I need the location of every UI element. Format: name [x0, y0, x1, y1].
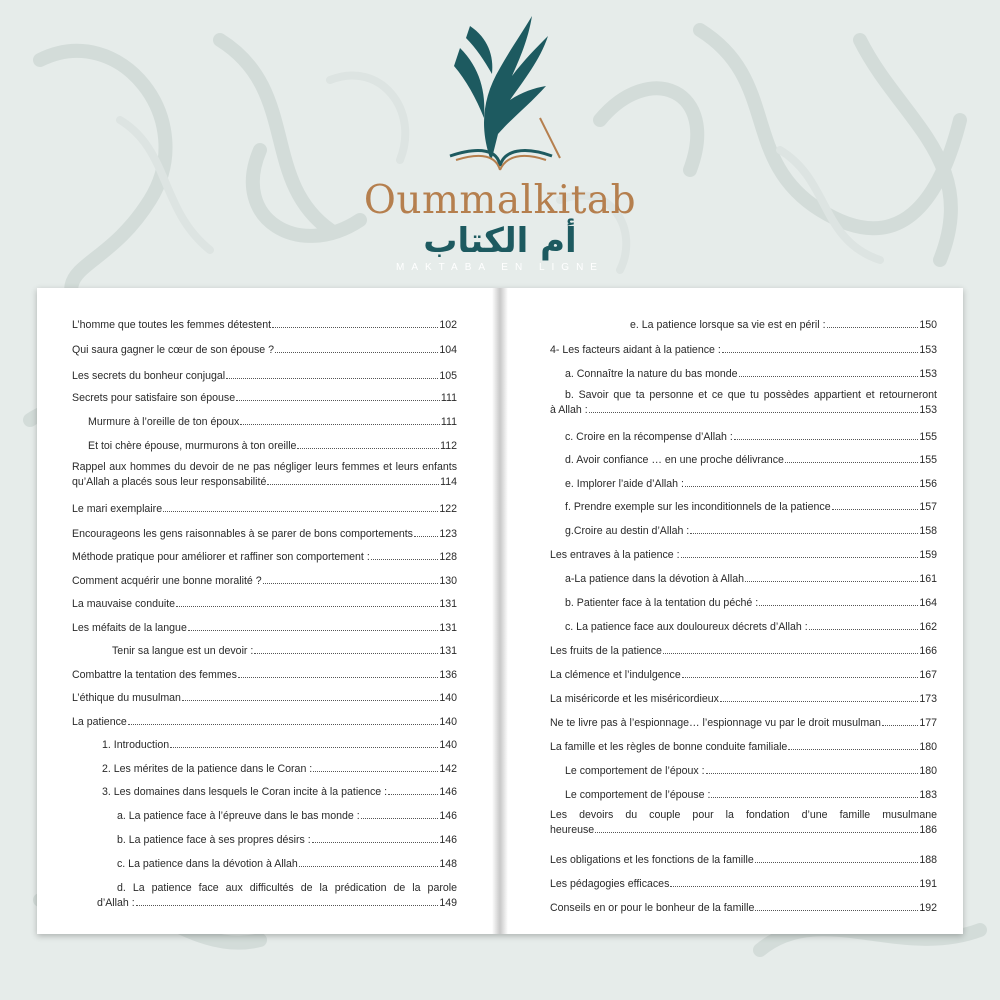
toc-entry: Méthode pratique pour améliorer et raffiner son comportement : 128 [72, 551, 457, 563]
left-page [37, 288, 495, 934]
right-page [505, 288, 963, 934]
toc-entry: f. Prendre exemple sur les inconditionnels de la patience 157 [565, 501, 937, 513]
toc-entry: La miséricorde et les miséricordieux 173 [550, 693, 937, 705]
toc-entry: Rappel aux hommes du devoir de ne pas négliger leurs femmes et leurs enfants qu’Allah a placés sous leur responsabilité 114 [72, 461, 457, 488]
toc-entry: Les devoirs du couple pour la fondation d’une famille musulmane heureuse 186 [550, 809, 937, 836]
toc-entry: Tenir sa langue est un devoir : 131 [112, 645, 457, 657]
toc-entry: L’homme que toutes les femmes détestent 102 [72, 319, 457, 331]
toc-entry: Qui saura gagner le cœur de son épouse ? 104 [72, 344, 457, 356]
toc-entry: L’éthique du musulman 140 [72, 692, 457, 704]
toc-entry: a-La patience dans la dévotion à Allah 161 [565, 573, 937, 585]
toc-entry: Le mari exemplaire 122 [72, 503, 457, 515]
toc-entry: 2. Les mérites de la patience dans le Coran : 142 [102, 763, 457, 775]
toc-entry: La patience 140 [72, 716, 457, 728]
toc-entry: 4- Les facteurs aidant à la patience : 153 [550, 344, 937, 356]
toc-entry: b. La patience face à ses propres désirs : 146 [117, 834, 457, 846]
toc-entry: Encourageons les gens raisonnables à se parer de bons comportements 123 [72, 528, 457, 540]
toc-entry: g.Croire au destin d’Allah : 158 [565, 525, 937, 537]
toc-entry: La famille et les règles de bonne conduite familiale 180 [550, 741, 937, 753]
toc-entry: Conseils en or pour le bonheur de la famille 192 [550, 902, 937, 914]
toc-entry: a. La patience face à l’épreuve dans le bas monde : 146 [117, 810, 457, 822]
toc-entry: Murmure à l’oreille de ton époux 111 [88, 416, 457, 428]
toc-entry: Et toi chère épouse, murmurons à ton oreille 112 [88, 440, 457, 452]
brand-arabic-name: أم الكتاب [423, 221, 577, 261]
toc-entry: Les obligations et les fonctions de la famille 188 [550, 854, 937, 866]
toc-entry: Les fruits de la patience 166 [550, 645, 937, 657]
toc-entry: b. Patienter face à la tentation du péché : 164 [565, 597, 937, 609]
logo [0, 0, 1000, 285]
toc-entry: d. La patience face aux difficultés de la prédication de la parole d’Allah : 149 [97, 882, 457, 909]
toc-entry: Secrets pour satisfaire son épouse 111 [72, 392, 457, 404]
toc-entry: a. Connaître la nature du bas monde 153 [565, 368, 937, 380]
toc-entry: Les secrets du bonheur conjugal 105 [72, 370, 457, 382]
quill-book-icon [420, 8, 580, 178]
toc-entry: e. Implorer l’aide d’Allah : 156 [565, 478, 937, 490]
toc-entry: 3. Les domaines dans lesquels le Coran incite à la patience : 146 [102, 786, 457, 798]
brand-name: Oummalkitab [363, 178, 637, 223]
toc-entry: e. La patience lorsque sa vie est en péril : 150 [630, 319, 937, 331]
toc-entry: Le comportement de l’époux : 180 [565, 765, 937, 777]
toc-entry: 1. Introduction 140 [102, 739, 457, 751]
toc-entry: d. Avoir confiance … en une proche délivrance 155 [565, 454, 937, 466]
toc-entry: Les méfaits de la langue 131 [72, 622, 457, 634]
toc-entry: c. La patience dans la dévotion à Allah 148 [117, 858, 457, 870]
toc-entry: Les pédagogies efficaces 191 [550, 878, 937, 890]
toc-entry: La clémence et l’indulgence 167 [550, 669, 937, 681]
toc-entry: Le comportement de l’épouse : 183 [565, 789, 937, 801]
toc-entry: b. Savoir que ta personne et ce que tu possèdes appartient et retourneront à Allah : 153 [550, 389, 937, 416]
toc-entry: Les entraves à la patience : 159 [550, 549, 937, 561]
brand-tagline: MAKTABA EN LIGNE [396, 262, 604, 273]
toc-entry: Ne te livre pas à l’espionnage… l’espionnage vu par le droit musulman 177 [550, 717, 937, 729]
toc-entry: c. La patience face aux douloureux décrets d’Allah : 162 [565, 621, 937, 633]
toc-entry: c. Croire en la récompense d’Allah : 155 [565, 431, 937, 443]
toc-entry: Comment acquérir une bonne moralité ? 130 [72, 575, 457, 587]
toc-entry: Combattre la tentation des femmes 136 [72, 669, 457, 681]
open-book [37, 288, 963, 934]
toc-entry: La mauvaise conduite 131 [72, 598, 457, 610]
